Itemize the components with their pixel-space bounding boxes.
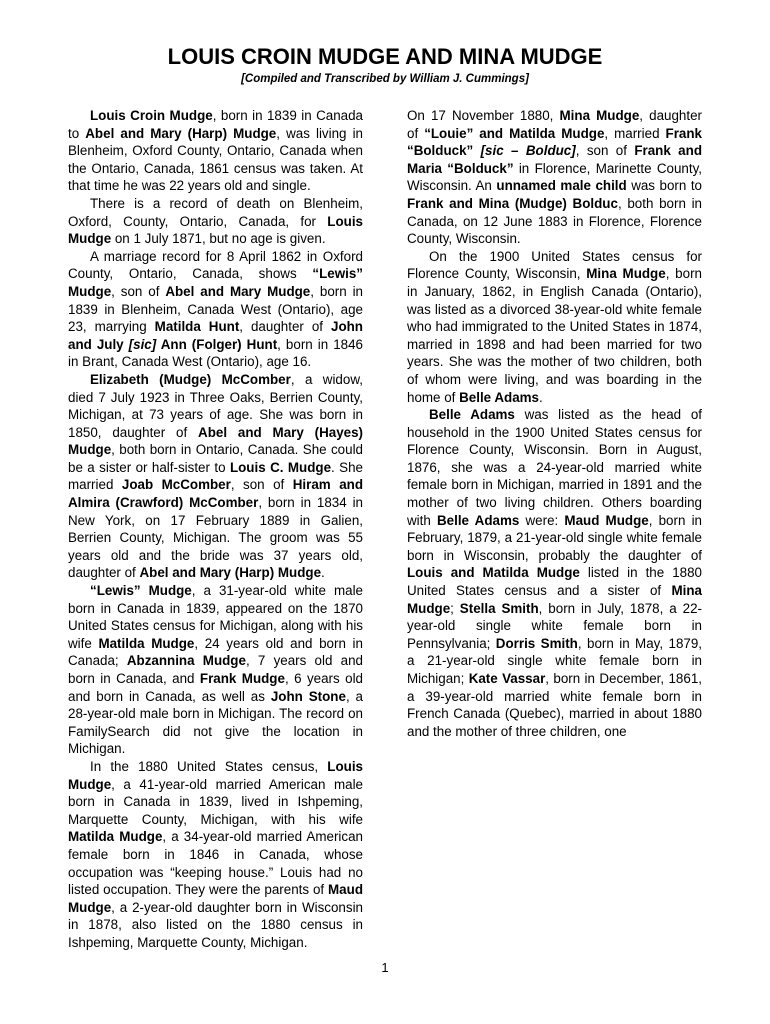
text-run: , both born in Canada, on 12 June 1883 in Florence, Florence County, Wisconsin. xyxy=(407,195,702,247)
text-run: , son of xyxy=(230,477,293,493)
bold-text-run: Abel and Mary (Hayes) Mudge xyxy=(68,424,364,458)
text-run: , 7 years old and born in Canada, and xyxy=(68,653,363,686)
text-run: , a widow, died 7 July 1923 in Three Oaks, Berrien County, Michigan, at 73 years of age. She was born in 1850, daughter of xyxy=(68,371,363,440)
text-run: In the 1880 United States census, xyxy=(90,758,328,774)
paragraph xyxy=(68,582,363,758)
left-column xyxy=(68,107,363,952)
text-run: . She married xyxy=(68,459,363,493)
text-run: On the 1900 United States census for Florence County, Wisconsin, xyxy=(407,248,702,282)
bold-text-run: “Louie” and Matilda Mudge xyxy=(424,125,605,141)
text-run: on 1 July 1871, but no age is given. xyxy=(111,231,326,247)
paragraph xyxy=(407,248,702,406)
text-run: . xyxy=(539,389,543,405)
text-run: , was living in Blenheim, Oxford County, Ontario, Canada when the Ontario, Canada, 1861 census was taken. At that time he was 22 years old and single. xyxy=(68,125,363,194)
text-run: was listed as the head of household in the 1900 United States census for Florence County, Wisconsin. Born in August, 1876, she was a 24-year-old married white female born in Michigan, married in 1891 and the mother of two living children. Others boarding with xyxy=(407,407,702,528)
text-run: . xyxy=(321,565,325,581)
text-run: listed in the 1880 United States census and a sister of xyxy=(407,565,702,599)
bold-text-run: Frank and Mina (Mudge) Bolduc xyxy=(407,195,618,211)
text-run: , son of xyxy=(575,143,635,159)
bold-text-run: John and July xyxy=(68,319,363,352)
text-run: On 17 November 1880, xyxy=(407,108,560,123)
bold-text-run: unnamed male child xyxy=(496,178,627,194)
text-run: in Florence, Marinette County, Wisconsin. An xyxy=(407,160,702,194)
bold-text-run: Frank “Bolduck” xyxy=(407,125,702,159)
paragraph xyxy=(407,406,702,740)
text-run: , born in January, 1862, in English Canada (Ontario), was listed as a divorced 38-year-old white female who had immigrated to the United States in 1874, married in 1898 and had been married for two years. She was the mother of two children, both of whom were living, and was boarding in the home of xyxy=(407,266,702,405)
bold-text-run: “Lewis” Mudge xyxy=(68,266,363,299)
text-run: There is a record of death on Blenheim, Oxford, County, Ontario, Canada, for xyxy=(68,195,363,229)
text-run: , born in 1834 in New York, on 17 February 1889 in Galien, Berrien County, Michigan. The groom was 55 years old and the bride was 37 years old, daughter of xyxy=(68,495,363,581)
text-run: was born to xyxy=(626,178,702,194)
bold-text-run: Frank and Maria “Bolduck” xyxy=(407,143,702,176)
bold-text-run: Ann (Folger) Hunt xyxy=(156,336,278,352)
bold-text-run: Mina Mudge xyxy=(407,583,702,616)
bold-text-run: Frank Mudge xyxy=(199,671,285,686)
text-run: ; xyxy=(450,600,460,616)
text-run: , born in 1839 in Canada to xyxy=(68,108,363,141)
bold-text-run: Louis and Matilda Mudge xyxy=(407,565,580,581)
bold-text-run: Louis C. Mudge xyxy=(229,459,332,475)
text-run: , daughter of xyxy=(407,108,702,141)
text-run: were: xyxy=(519,512,565,528)
bold-text-run: Mina Mudge xyxy=(586,266,666,282)
bold-text-run: Louis Croin Mudge xyxy=(90,108,213,123)
text-run: , born in July, 1878, a 22-year-old single white female born in Pennsylvania; xyxy=(407,600,702,651)
bold-text-run: Mina Mudge xyxy=(559,108,640,123)
bold-text-run: Kate Vassar xyxy=(468,671,546,686)
bold-text-run: [sic] xyxy=(128,336,157,352)
text-run: , a 2-year-old daughter born in Wisconsin in 1878, also listed on the 1880 census in Ishpeming, Marquette County, Michigan. xyxy=(68,899,363,950)
bold-text-run: Hiram and Almira (Crawford) McComber xyxy=(68,477,363,511)
text-run: , born in May, 1879, a 21-year-old single white female born in Michigan; xyxy=(407,635,703,686)
bold-text-run: Belle Adams xyxy=(459,389,539,405)
bold-text-run: Belle Adams xyxy=(436,512,520,528)
bold-text-run: Matilda Mudge xyxy=(68,829,163,845)
bold-text-run: Louis Mudge xyxy=(68,758,363,792)
text-run: , 6 years old and born in Canada, as well as xyxy=(68,671,363,704)
bold-text-run: Maud Mudge xyxy=(564,512,649,528)
right-column xyxy=(407,107,702,740)
bold-text-run: Stella Smith xyxy=(459,600,539,616)
text-run: , a 31-year-old white male born in Canada in 1839, appeared on the 1870 United States census for Michigan, along with his wife xyxy=(68,583,363,651)
paragraph xyxy=(68,195,363,248)
text-run: , a 34-year-old married American female born in 1846 in Canada, whose occupation was “keeping house.” Louis had no listed occupation. They were the parents of xyxy=(68,829,363,898)
bold-text-run: Abel and Mary (Harp) Mudge xyxy=(85,125,277,141)
bold-text-run: John Stone xyxy=(270,688,346,704)
text-run: , born in December, 1861, a 39-year-old married white female born in French Canada (Quebec), married in about 1880 and the mother of three children, one xyxy=(407,671,702,739)
page-title: LOUIS CROIN MUDGE AND MINA MUDGE xyxy=(167,44,603,69)
text-run: , born in 1839 in Blenheim, Canada West (Ontario), age 23, marrying xyxy=(68,283,364,335)
bold-text-run: Abel and Mary (Harp) Mudge xyxy=(139,565,322,581)
text-run: , a 28-year-old male born in Michigan. The record on FamilySearch did not give the location in Michigan. xyxy=(68,688,364,757)
bold-text-run: Matilda Hunt xyxy=(154,319,240,335)
text-run: , daughter of xyxy=(239,319,331,335)
text-run: A marriage record for 8 April 1862 in Oxford County, Ontario, Canada, shows xyxy=(68,248,363,282)
text-run: , born in 1846 in Brant, Canada West (Ontario), age 16. xyxy=(68,336,363,370)
compiler-credit: [Compiled and Transcribed by William J. Cummings] xyxy=(241,73,529,85)
paragraph xyxy=(68,248,363,371)
paragraph xyxy=(68,107,363,195)
text-run: , a 41-year-old married American male born in Canada in 1839, lived in Ishpeming, Marquette County, Michigan, with his wife xyxy=(68,776,363,827)
bold-text-run: Belle Adams xyxy=(429,407,515,423)
bold-text-run: Louis Mudge xyxy=(68,213,363,247)
text-run: , 24 years old and born in Canada; xyxy=(68,635,363,669)
page-number: 1 xyxy=(381,960,389,975)
text-run: , son of xyxy=(111,283,166,299)
bold-text-run: “Lewis” Mudge xyxy=(90,583,192,599)
bold-text-run: Elizabeth (Mudge) McComber xyxy=(90,371,291,387)
bold-text-run: Maud Mudge xyxy=(68,882,363,915)
text-run: , born in February, 1879, a 21-year-old single white female born in Wisconsin, probably the daughter of xyxy=(407,512,702,563)
paragraph-continued xyxy=(407,107,702,248)
bold-text-run: Abel and Mary Mudge xyxy=(165,283,311,299)
bold-text-run: Joab McComber xyxy=(121,477,231,493)
paragraph xyxy=(68,758,363,952)
text-run: , both born in Ontario, Canada. She could be a sister or half-sister to xyxy=(68,442,363,475)
paragraph xyxy=(68,371,363,582)
bold-text-run: [sic – Bolduc] xyxy=(480,143,576,159)
bold-text-run: Dorris Smith xyxy=(495,635,578,651)
bold-text-run: Matilda Mudge xyxy=(98,635,195,651)
bold-text-run: Abzannina Mudge xyxy=(126,653,246,669)
text-run: , married xyxy=(604,125,666,141)
